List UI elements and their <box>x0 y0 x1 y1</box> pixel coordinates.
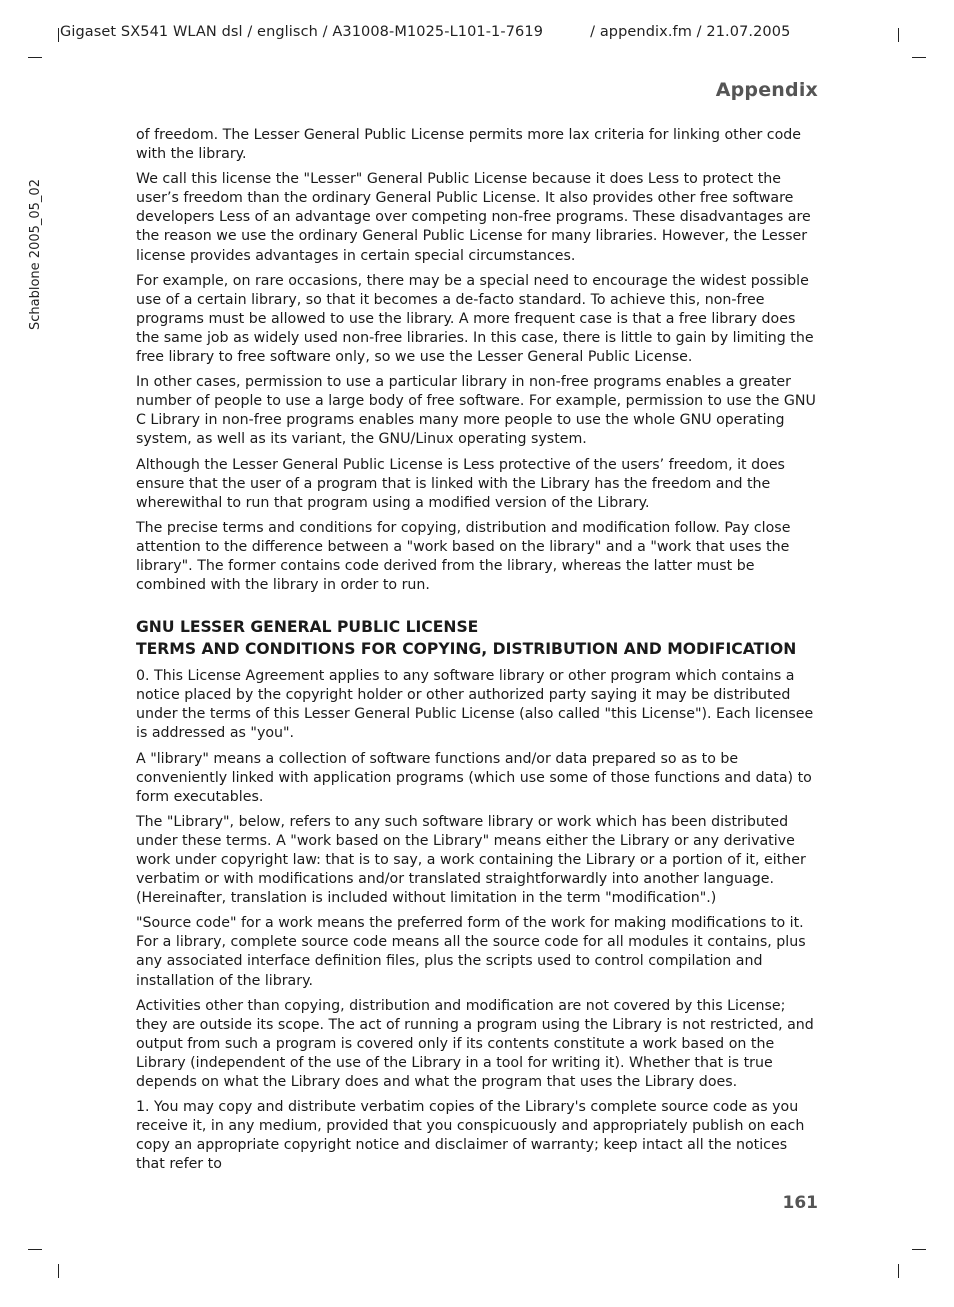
crop-mark-bottom-left <box>58 1264 59 1278</box>
paragraph: The "Library", below, refers to any such software library or work which has been distributed under these terms. A "work based on the Library" means either the Library or any derivative work under copyright law: that is to say, a work containing the Library or a portion of it, either verbatim or with modifications and/or translated straightforwardly into another language. (Hereinafter, translation is included without limitation in the term "modification".) <box>136 813 806 907</box>
template-side-label: Schablone 2005_05_02 <box>28 179 43 330</box>
paragraph: 1. You may copy and distribute verbatim copies of the Library's complete source code as you receive it, in any medium, provided that you conspicuously and appropriately publish on each copy an appropriate copyright notice and disclaimer of warranty; keep intact all the notices that refer to <box>136 1099 805 1173</box>
heading-line-1: GNU LESSER GENERAL PUBLIC LICENSE <box>136 618 479 637</box>
crop-mark-bottom-right <box>898 1264 899 1278</box>
license-heading <box>136 616 820 660</box>
paragraph: "Source code" for a work means the preferred form of the work for making modifications to it. For a library, complete source code means all the source code for all modules it contains, plus any associated interface definition files, plus the scripts used to control compilation and installation of the library. <box>136 915 806 989</box>
header-doc-info: Gigaset SX541 WLAN dsl / englisch / A31008-M1025-L101-1-7619 <box>60 24 544 40</box>
page-body <box>136 126 820 1181</box>
header-file-info: / appendix.fm / 21.07.2005 <box>590 24 791 40</box>
crop-mark-top-right <box>898 28 899 42</box>
heading-line-2: TERMS AND CONDITIONS FOR COPYING, DISTRIBUTION AND MODIFICATION <box>136 640 797 659</box>
paragraph: of freedom. The Lesser General Public License permits more lax criteria for linking other code with the library. <box>136 127 802 163</box>
crop-mark-top-left <box>58 28 59 42</box>
paragraph: The precise terms and conditions for copying, distribution and modification follow. Pay close attention to the difference between a "work based on the library" and a "work that uses the library". The former contains code derived from the library, whereas the latter must be combined with the library in order to run. <box>136 519 791 594</box>
paragraph: For example, on rare occasions, there may be a special need to encourage the widest possible use of a certain library, so that it becomes a de-facto standard. To achieve this, non-free programs must be allowed to use the library. A more frequent case is that a free library does the same job as widely used non-free libraries. In this case, there is little to gain by limiting the free library to free software only, so we use the Lesser General Public License. <box>136 272 814 366</box>
section-title: Appendix <box>715 79 818 101</box>
crop-tick-top-left <box>28 57 42 58</box>
paragraph: Although the Lesser General Public License is Less protective of the users’ freedom, it does ensure that the user of a program that is linked with the Library has the freedom and the wherewithal to run that program using a modified version of the Library. <box>136 456 785 511</box>
crop-tick-bottom-left <box>28 1249 42 1250</box>
page-number: 161 <box>782 1193 818 1213</box>
crop-tick-bottom-right <box>912 1249 926 1250</box>
running-header <box>60 24 790 40</box>
paragraph: Activities other than copying, distribution and modification are not covered by this License; they are outside its scope. The act of running a program using the Library is not restricted, and output from such a program is covered only if its contents constitute a work based on the Library (independent of the use of the Library in a tool for writing it). Whether that is true depends on what the Library does and what the program that uses the Library does. <box>136 997 814 1091</box>
paragraph: We call this license the "Lesser" General Public License because it does Less to protect the user’s freedom than the ordinary General Public License. It also provides other free software developers Less of an advantage over competing non-free programs. These disadvantages are the reason we use the ordinary General Public License for many libraries. However, the Lesser license provides advantages in certain special circumstances. <box>136 171 811 264</box>
terms-paragraphs <box>136 667 820 1174</box>
paragraph: A "library" means a collection of software functions and/or data prepared so as to be conveniently linked with application programs (which use some of those functions and data) to form executables. <box>136 750 812 805</box>
paragraph: 0. This License Agreement applies to any software library or other program which contains a notice placed by the copyright holder or other authorized party saying it may be distributed under the terms of this Lesser General Public License (also called "this License"). Each licensee is addressed as "you". <box>136 668 814 742</box>
intro-paragraphs <box>136 126 820 595</box>
paragraph: In other cases, permission to use a particular library in non-free programs enables a greater number of people to use a large body of free software. For example, permission to use the GNU C Library in non-free programs enables many more people to use the whole GNU operating system, as well as its variant, the GNU/Linux operating system. <box>136 374 816 448</box>
crop-tick-top-right <box>912 57 926 58</box>
